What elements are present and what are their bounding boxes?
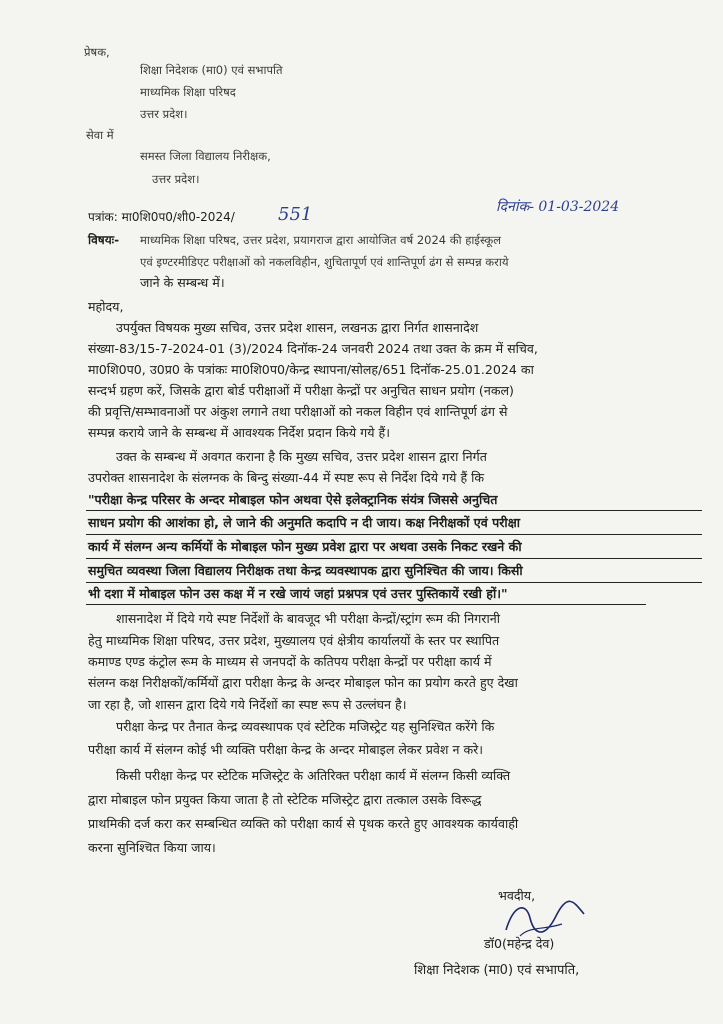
signatory-name: डॉ0(महेन्द्र देव): [484, 936, 555, 951]
subject-line-3: जाने के सम्बन्ध में।: [140, 275, 225, 290]
para4-line: परीक्षा केन्द्र पर तैनात केन्द्र व्यवस्थापक एवं स्टेटिक मजिस्ट्रेट यह सुनिश्चित करेंगे कि: [116, 719, 495, 734]
handwritten-underline: [86, 558, 702, 559]
closing-regards: भवदीय,: [498, 888, 536, 903]
subject-line-1: माध्यमिक शिक्षा परिषद, उत्तर प्रदेश, प्रयागराज द्वारा आयोजित वर्ष 2024 की हाईस्कूल: [140, 233, 502, 247]
para1-line: मा0शि0प0, उ0प्र0 के पत्रांकः मा0शि0प0/केन्द्र स्थापना/सोलह/651 दिनॉक-25.01.2024 का: [88, 362, 534, 377]
para1-line: सन्दर्भ ग्रहण करें, जिसके द्वारा बोर्ड परीक्षाओं में परीक्षा केन्द्रों पर अनुचित साधन प्रयोग (नकल): [88, 383, 514, 398]
para1-line: उपर्युक्त विषयक मुख्य सचिव, उत्तर प्रदेश शासन, लखनऊ द्वारा निर्गत शासनादेश: [116, 320, 479, 335]
para3-line: कमाण्ड एण्ड कंट्रोल रूम के माध्यम से जनपदों के कतिपय परीक्षा केन्द्रों पर परीक्षा कार्य में: [88, 654, 492, 669]
para2-line: "परीक्षा केन्द्र परिसर के अन्दर मोबाइल फोन अथवा ऐसे इलेक्ट्रानिक संयंत्र जिससे अनुचित: [88, 492, 498, 507]
para1-line: सम्पन्न कराये जाने के सम्बन्ध में आवश्यक निर्देश प्रदान किये गये हैं।: [88, 425, 391, 440]
para3-line: संलग्न कक्ष निरीक्षकों/कर्मियों द्वारा परीक्षा केन्द्र के अन्दर मोबाइल फोन का प्रयोग करते हुए देखा: [88, 675, 518, 690]
reference-number: 551: [278, 204, 313, 225]
reference-prefix: पत्रांक: मा0शि0प0/शी0-2024/: [88, 210, 235, 224]
subject-line-2: एवं इण्टरमीडिएट परीक्षाओं को नकलविहीन, शुचितापूर्ण एवं शान्तिपूर्ण ढंग से सम्पन्न कराये: [140, 255, 509, 269]
subject-label: विषयः-: [88, 233, 120, 247]
recipient-name: समस्त जिला विद्यालय निरीक्षक,: [140, 149, 271, 163]
recipient-label: सेवा में: [86, 128, 114, 142]
para5-line: करना सुनिश्चित किया जाय।: [88, 840, 216, 855]
sender-state: उत्तर प्रदेश।: [140, 107, 188, 121]
para5-line: द्वारा मोबाइल फोन प्रयुक्त किया जाता है तो स्टेटिक मजिस्ट्रेट द्वारा तत्काल उसके विरूद्ध: [88, 792, 482, 807]
salutation: महोदय,: [88, 299, 124, 314]
para3-line: हेतु माध्यमिक शिक्षा परिषद, उत्तर प्रदेश, मुख्यालय एवं क्षेत्रीय कार्यालयों के स्तर पर स्थापित: [88, 633, 500, 648]
handwritten-underline: [86, 604, 646, 605]
sender-name: शिक्षा निदेशक (मा0) एवं सभापति: [140, 63, 283, 77]
para2-line: साधन प्रयोग की आशंका हो, ले जाने की अनुमति कदापि न दी जाय। कक्ष निरीक्षकों एवं परीक्षा: [88, 515, 520, 530]
para5-line: किसी परीक्षा केन्द्र पर स्टेटिक मजिस्ट्रेट के अतिरिक्त परीक्षा कार्य में संलग्न किसी व्यक्ति: [116, 768, 511, 783]
handwritten-underline: [86, 582, 702, 583]
para4-line: परीक्षा कार्य में संलग्न कोई भी व्यक्ति परीक्षा केन्द्र के अन्दर मोबाइल लेकर प्रवेश न करे।: [88, 742, 484, 757]
para5-line: प्राथमिकी दर्ज करा कर सम्बन्धित व्यक्ति को परीक्षा कार्य से पृथक करते हुए आवश्यक कार्यवाही: [88, 816, 519, 831]
para2-line: उपरोक्त शासनादेश के संलग्नक के बिन्दु संख्या-44 में स्पष्ट रूप से निर्देश दिये गये हैं कि: [88, 470, 485, 485]
para1-line: की प्रवृत्ति/सम्भावनाओं पर अंकुश लगाने तथा परीक्षाओं को नकल विहीन एवं शान्तिपूर्ण ढंग से: [88, 404, 508, 419]
para2-line: कार्य में संलग्न अन्य कर्मियों के मोबाइल फोन मुख्य प्रवेश द्वारा पर अथवा उसके निकट रखने की: [88, 539, 522, 554]
para3-line: शासनादेश में दिये गये स्पष्ट निर्देशों के बावजूद भी परीक्षा केन्द्रों/स्ट्रांग रूम की निगरानी: [116, 611, 500, 626]
para1-line: संख्या-83/15-7-2024-01 (3)/2024 दिनॉक-24 जनवरी 2024 तथा उक्त के क्रम में सचिव,: [88, 341, 538, 356]
sender-org: माध्यमिक शिक्षा परिषद: [140, 85, 236, 99]
para2-line: समुचित व्यवस्था जिला विद्यालय निरीक्षक तथा केन्द्र व्यवस्थापक द्वारा सुनिश्चित की जाय। किसी: [88, 563, 523, 578]
signatory-designation: शिक्षा निदेशक (मा0) एवं सभापति,: [414, 963, 580, 978]
para3-line: जा रहा है, जो शासन द्वारा दिये गये निर्देशों का स्पष्ट रूप से उल्लंघन है।: [88, 697, 407, 712]
reference-date: दिनांक- 01-03-2024: [496, 199, 620, 215]
handwritten-underline: [86, 534, 702, 535]
recipient-state: उत्तर प्रदेश।: [152, 172, 200, 186]
para2-line: उक्त के सम्बन्ध में अवगत कराना है कि मुख्य सचिव, उत्तर प्रदेश शासन द्वारा निर्गत: [116, 449, 487, 464]
sender-label: प्रेषक,: [84, 45, 110, 59]
para2-line: भी दशा में मोबाइल फोन उस कक्ष में न रखे जायं जहां प्रश्नपत्र एवं उत्तर पुस्तिकायें रखी हों।": [88, 586, 508, 601]
handwritten-underline: [86, 510, 702, 511]
